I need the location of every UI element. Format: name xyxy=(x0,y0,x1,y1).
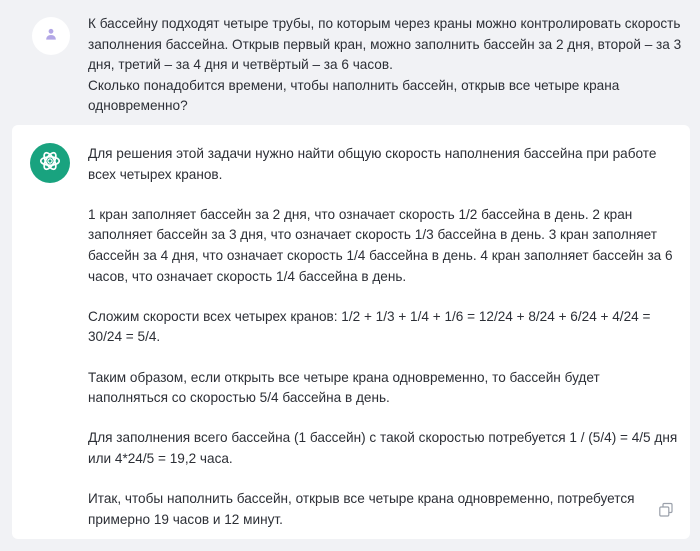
copy-icon xyxy=(658,502,674,523)
assistant-message-text xyxy=(88,144,680,550)
assistant-avatar xyxy=(30,143,70,183)
user-message-text: К бассейну подходят четыре трубы, по которым через краны можно контролировать скорость заполнения бассейна. Открыв первый кран, можно заполнить бассейн за 2 дня, второй – за 3 дня, третий – за 4 дня и четвёртый – за 6 часов. Сколько понадобится времени, чтобы наполнить бассейн, открыв все четыре крана одновременно? xyxy=(88,16,682,114)
user-avatar xyxy=(32,17,70,55)
answer-paragraph: Таким образом, если открыть все четыре крана одновременно, то бассейн будет наполняться со скоростью 5/4 бассейна в день. xyxy=(88,369,600,406)
answer-paragraph: Итак, чтобы наполнить бассейн, открыв все четыре крана одновременно, потребуется примерно 19 часов и 12 минут. xyxy=(88,491,635,527)
answer-paragraph: Для решения этой задачи нужно найти общую скорость наполнения бассейна при работе всех четырех кранов. xyxy=(88,146,657,182)
assistant-message xyxy=(12,125,690,539)
answer-paragraph: 1 кран заполняет бассейн за 2 дня, что означает скорость 1/2 бассейна в день. 2 кран заполняет бассейн за 3 дня, что означает скорость 1/3 бассейна в день. 3 кран заполняет бассейн за 4 дня, что означает скорость 1/4 бассейна в день. 4 кран заполняет бассейн за 6 часов, что означает скорость 1/4 бассейна в день. xyxy=(88,206,673,284)
answer-paragraph: Для заполнения всего бассейна (1 бассейн) с такой скоростью потребуется 1 / (5/4) = 4/5 дня или 4*24/5 = 19,2 часа. xyxy=(88,430,678,466)
openai-logo-icon xyxy=(37,148,63,179)
answer-paragraph: Сложим скорости всех четырех кранов: 1/2 + 1/3 + 1/4 + 1/6 = 12/24 + 8/24 + 6/24 + 4/24 = 30/24 = 5/4. xyxy=(88,308,651,345)
copy-button[interactable] xyxy=(656,502,676,522)
user-message xyxy=(0,0,700,124)
user-icon xyxy=(44,27,58,46)
